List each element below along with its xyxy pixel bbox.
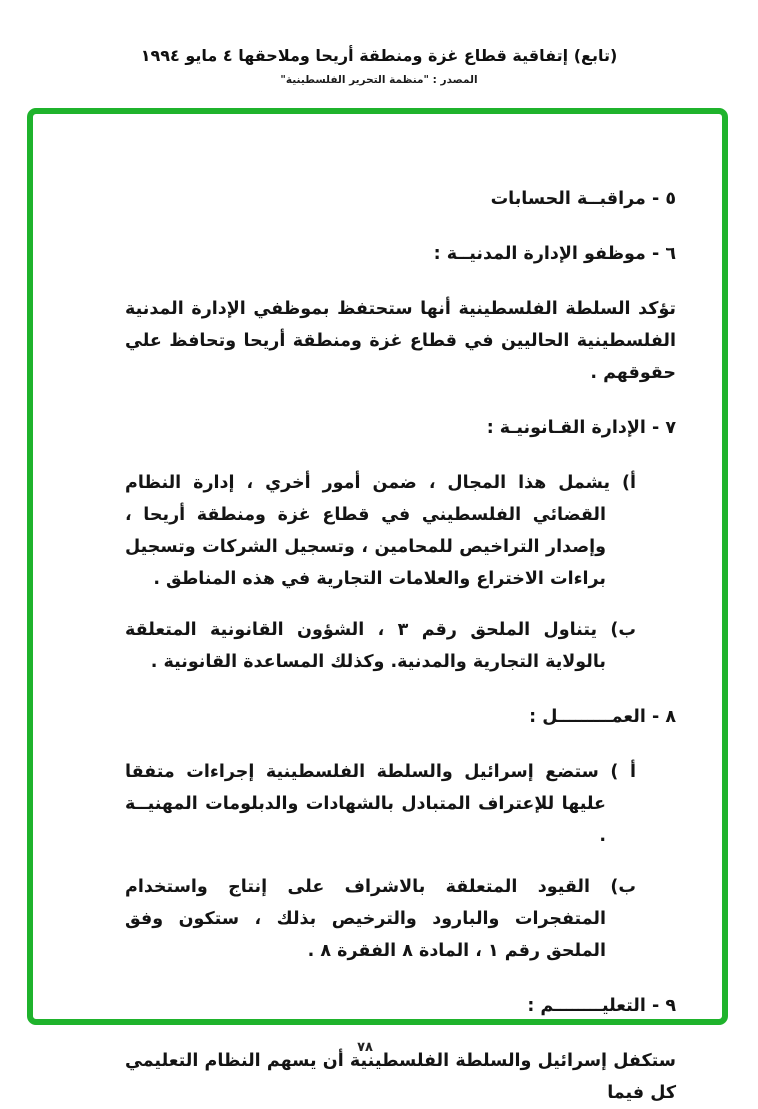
- paragraph: تؤكد السلطة الفلسطينية أنها ستحتفظ بموظفي الإدارة المدنية الفلسطينية الحاليين في قطاع غزة ومنطقة أريحا وتحافظ علي حقوقهم .: [125, 299, 676, 383]
- section-heading: ٨ - العمـــــــــل :: [529, 707, 676, 727]
- section-heading: ٩ - التعليــــــــم :: [527, 996, 676, 1016]
- paragraph: ستكفل إسرائيل والسلطة الفلسطينية أن يسهم النظام التعليمي كل فيما: [125, 1051, 676, 1103]
- list-item-text: القيود المتعلقة بالاشراف على إنتاج واستخدام المتفجرات والبارود والترخيص بذلك ، ستكون وفق الملحق رقم ١ ، المادة ٨ الفقرة ٨ .: [125, 877, 606, 961]
- section-heading: ٦ - موظفو الإدارة المدنيــة :: [433, 244, 676, 264]
- list-item-marker: ب): [590, 877, 636, 897]
- section-heading: ٥ - مراقبــة الحسابات: [490, 189, 676, 209]
- list-item: [125, 871, 676, 967]
- list-item-marker: ب): [597, 620, 636, 640]
- list-item: [125, 756, 676, 852]
- document-source-line: المصدر : "منظمة التحرير الفلسطينية": [280, 74, 478, 86]
- document-sections: [33, 114, 722, 1109]
- document-title: (تابع) إتفاقية قطاع غزة ومنطقة أريحا وملاحقها ٤ مايو ١٩٩٤: [140, 46, 618, 65]
- list-item-text: يشمل هذا المجال ، ضمن أمور أخري ، إدارة النظام القضائي الفلسطيني في قطاع غزة ومنطقة أريحا ، وإصدار التراخيص للمحامين ، وتسجيل الشركات وتسجيل براءات الاختراع والعلامات التجارية في هذه المناطق .: [125, 473, 611, 589]
- document-header: [0, 46, 758, 86]
- list-item-text: ستضع إسرائيل والسلطة الفلسطينية إجراءات متفقا عليها للإعتراف المتبادل بالشهادات والدبلومات المهنيــة .: [125, 762, 606, 846]
- list-item-marker: أ): [610, 473, 636, 493]
- list-item-marker: أ ): [598, 762, 636, 782]
- section-heading: ٧ - الإدارة القـانونيـة :: [486, 418, 676, 438]
- list-item: [125, 467, 676, 595]
- list-item: [125, 614, 676, 678]
- list-item-text: يتناول الملحق رقم ٣ ، الشؤون القانونية المتعلقة بالولاية التجارية والمدنية. وكذلك المساعدة القانونية .: [125, 620, 606, 672]
- page-number: ٧٨: [357, 1040, 373, 1055]
